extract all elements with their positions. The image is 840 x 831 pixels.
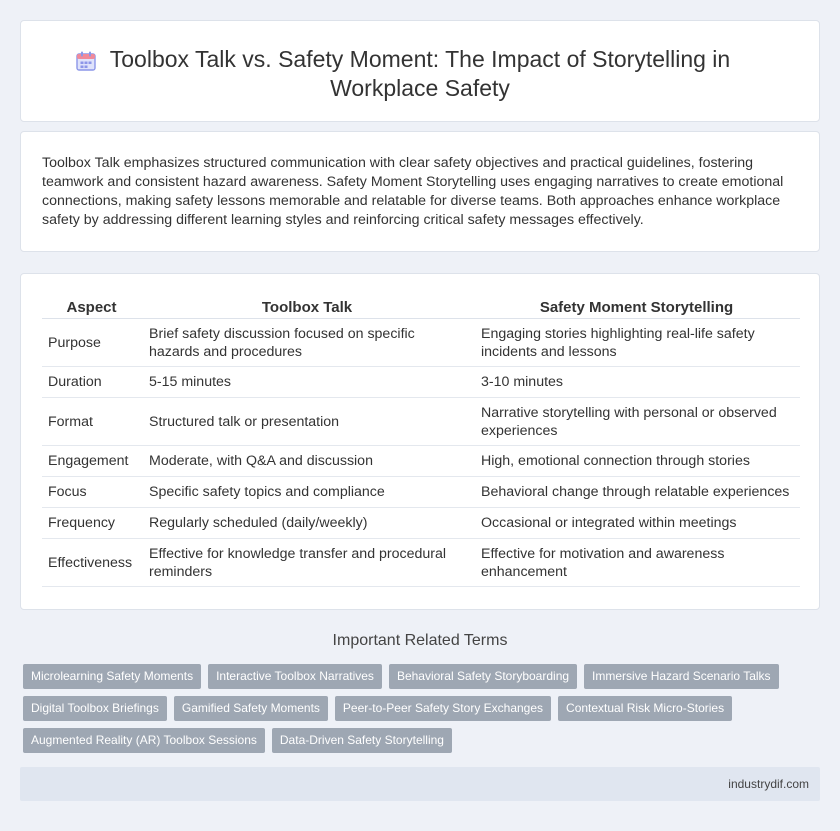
- related-term-tag[interactable]: Data-Driven Safety Storytelling: [272, 728, 452, 753]
- safety-moment-cell: Occasional or integrated within meetings: [473, 508, 800, 539]
- source-link[interactable]: industrydif.com: [728, 777, 809, 791]
- toolbox-talk-cell: Effective for knowledge transfer and procedural reminders: [141, 539, 473, 587]
- column-header-aspect: Aspect: [42, 295, 141, 319]
- aspect-cell: Frequency: [42, 508, 141, 539]
- aspect-cell: Effectiveness: [42, 539, 141, 587]
- related-term-tag[interactable]: Microlearning Safety Moments: [23, 664, 201, 689]
- page-title: Toolbox Talk vs. Safety Moment: The Impact of Storytelling in Workplace Safety: [109, 46, 731, 101]
- related-term-tag[interactable]: Gamified Safety Moments: [174, 696, 328, 721]
- safety-moment-cell: Engaging stories highlighting real-life safety incidents and lessons: [473, 319, 800, 367]
- aspect-cell: Purpose: [42, 319, 141, 367]
- related-term-tag[interactable]: Peer-to-Peer Safety Story Exchanges: [335, 696, 551, 721]
- related-term-tag[interactable]: Interactive Toolbox Narratives: [208, 664, 382, 689]
- toolbox-talk-cell: 5-15 minutes: [141, 367, 473, 398]
- related-term-tag[interactable]: Immersive Hazard Scenario Talks: [584, 664, 779, 689]
- toolbox-talk-cell: Moderate, with Q&A and discussion: [141, 446, 473, 477]
- safety-moment-cell: Behavioral change through relatable experiences: [473, 477, 800, 508]
- table-row: [42, 446, 800, 477]
- related-term-tag[interactable]: Contextual Risk Micro-Stories: [558, 696, 732, 721]
- toolbox-talk-cell: Specific safety topics and compliance: [141, 477, 473, 508]
- safety-moment-cell: High, emotional connection through stories: [473, 446, 800, 477]
- table-row: [42, 319, 800, 367]
- table-header-row: [42, 295, 800, 319]
- comparison-table-card: [20, 273, 820, 610]
- table-row: [42, 367, 800, 398]
- intro-paragraph: Toolbox Talk emphasizes structured communication with clear safety objectives and practical guidelines, fostering teamwork and consistent hazard awareness. Safety Moment Storytelling uses engaging narratives to create emotional connections, making safety lessons memorable and relatable for diverse teams. Both approaches enhance workplace safety by addressing different learning styles and reinforcing critical safety messages effectively.: [42, 155, 784, 228]
- comparison-table: [42, 295, 800, 587]
- aspect-cell: Format: [42, 398, 141, 446]
- toolbox-talk-cell: Brief safety discussion focused on specific hazards and procedures: [141, 319, 473, 367]
- table-row: [42, 477, 800, 508]
- table-row: [42, 398, 800, 446]
- toolbox-talk-cell: Structured talk or presentation: [141, 398, 473, 446]
- footer-bar: [20, 767, 820, 801]
- safety-moment-cell: 3-10 minutes: [473, 367, 800, 398]
- safety-moment-cell: Narrative storytelling with personal or observed experiences: [473, 398, 800, 446]
- related-terms-list: [23, 664, 803, 760]
- related-term-tag[interactable]: Behavioral Safety Storyboarding: [389, 664, 577, 689]
- related-term-tag[interactable]: Augmented Reality (AR) Toolbox Sessions: [23, 728, 265, 753]
- toolbox-talk-cell: Regularly scheduled (daily/weekly): [141, 508, 473, 539]
- intro-card: [20, 131, 820, 252]
- safety-moment-cell: Effective for motivation and awareness enhancement: [473, 539, 800, 587]
- table-row: [42, 508, 800, 539]
- aspect-cell: Focus: [42, 477, 141, 508]
- aspect-cell: Duration: [42, 367, 141, 398]
- column-header-toolbox-talk: Toolbox Talk: [141, 295, 473, 319]
- aspect-cell: Engagement: [42, 446, 141, 477]
- related-terms-heading: Important Related Terms: [332, 632, 508, 649]
- table-row: [42, 539, 800, 587]
- column-header-safety-moment: Safety Moment Storytelling: [473, 295, 800, 319]
- title-card: [20, 20, 820, 122]
- related-term-tag[interactable]: Digital Toolbox Briefings: [23, 696, 167, 721]
